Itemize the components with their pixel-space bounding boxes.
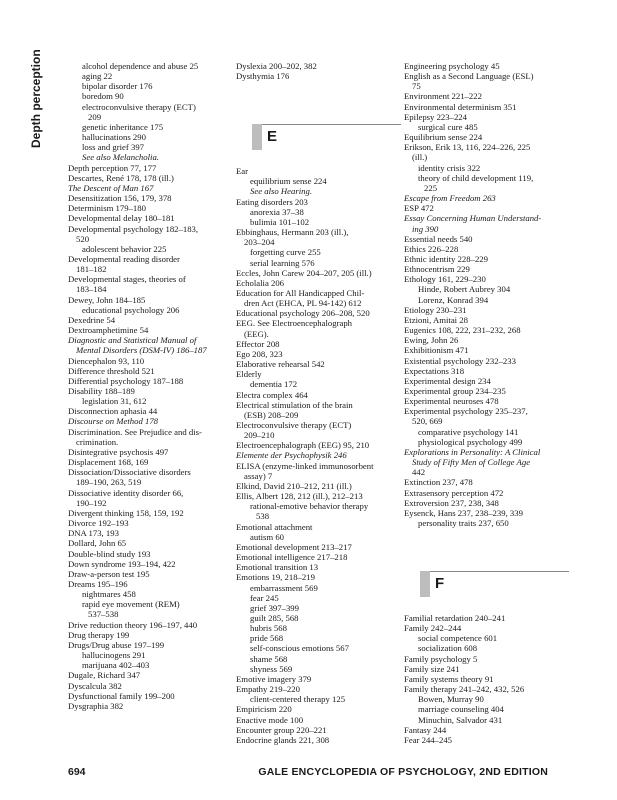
index-entry: Electrical stimulation of the brain	[236, 399, 353, 410]
index-column-2	[236, 61, 401, 745]
section-spacer	[404, 528, 569, 569]
index-subentry: comparative psychology 141	[418, 426, 519, 437]
index-entry: Essay Concerning Human Understand-	[404, 213, 542, 224]
index-subentry: anorexia 37–38	[250, 206, 304, 217]
index-entry: Eccles, John Carew 204–207, 205 (ill.)	[236, 267, 372, 278]
index-entry-continuation: 183–184	[76, 284, 107, 295]
index-entry: Diagnostic and Statistical Manual of	[68, 335, 197, 346]
index-entry: DNA 173, 193	[68, 528, 119, 539]
index-entry: Disconnection aphasia 44	[68, 406, 158, 417]
section-header	[236, 122, 401, 152]
index-entry: ELISA (enzyme-linked immunosorbent	[236, 460, 374, 471]
index-subentry: social competence 601	[418, 633, 498, 644]
index-entry: Emotional development 213–217	[236, 541, 352, 552]
index-subentry: boredom 90	[82, 91, 124, 102]
index-entry: Essential needs 540	[404, 233, 473, 244]
index-entry: Eating disorders 203	[236, 196, 308, 207]
index-entry: Escape from Freedom 263	[404, 193, 496, 204]
section-letter: E	[267, 127, 278, 145]
index-entry: Equilibrium sense 224	[404, 132, 483, 143]
index-entry-continuation: 203–204	[244, 237, 275, 248]
index-entry: Education for All Handicapped Chil-	[236, 287, 365, 298]
index-column-1	[68, 61, 233, 711]
index-entry: Experimental group 234–235	[404, 386, 506, 396]
index-entry: Environmental determinism 351	[404, 101, 517, 112]
index-entry: Emotional intelligence 217–218	[236, 552, 348, 563]
index-entry: Ethics 226–228	[404, 243, 459, 254]
index-entry: Fantasy 244	[404, 724, 447, 735]
index-entry-continuation: 520, 669	[412, 416, 443, 427]
index-entry: Dewey, John 184–185	[68, 294, 146, 305]
index-entry-continuation: assay) 7	[244, 470, 273, 481]
index-entry: Dissociation/Dissociative disorders	[68, 467, 191, 478]
index-entry: Encounter group 220–221	[236, 724, 327, 735]
index-entry: Ear	[236, 166, 249, 177]
index-entry: Electroconvulsive therapy (ECT)	[236, 420, 352, 431]
index-subentry: self-conscious emotions 567	[250, 643, 349, 654]
index-column-3	[404, 61, 569, 745]
index-entry: English as a Second Language (ESL)	[404, 71, 534, 82]
section-spacer	[236, 81, 401, 122]
index-entry: Ewing, John 26	[404, 335, 459, 346]
running-head-depth-perception: Depth perception	[29, 49, 43, 148]
index-entry-continuation: 209–210	[244, 430, 275, 441]
index-subentry: adolescent behavior 225	[82, 243, 167, 254]
index-entry: Emotional attachment	[236, 521, 313, 532]
index-entry: Eysenck, Hans 237, 238–239, 339	[404, 507, 523, 518]
index-entry: Dollard, John 65	[68, 538, 127, 549]
index-entry: Dysthymia 176	[236, 71, 290, 82]
index-entry: Environment 221–222	[404, 91, 482, 102]
index-entry-continuation: Mental Disorders (DSM-IV) 186–187	[76, 345, 207, 356]
index-entry-continuation: 225	[424, 182, 438, 193]
index-entry: Difference threshold 521	[68, 365, 155, 376]
index-entry: EEG. See Electroencephalograph	[236, 318, 353, 329]
index-entry: Emotional transition 13	[236, 562, 319, 573]
page-footer	[68, 766, 548, 780]
index-entry: Enactive mode 100	[236, 714, 304, 725]
index-entry-continuation: 537–538	[88, 609, 119, 620]
index-entry: Familial retardation 240–241	[404, 612, 506, 623]
index-entry: Descartes, René 178, 178 (ill.)	[68, 172, 174, 183]
index-entry-continuation: (ESB) 208–209	[244, 409, 299, 420]
index-entry: Dugale, Richard 347	[68, 670, 141, 681]
section-header-rule	[430, 571, 569, 572]
index-entry: Electroencephalograph (EEG) 95, 210	[236, 440, 370, 451]
index-entry: Dyscalcula 382	[68, 680, 122, 691]
index-entry: Empiricism 220	[236, 704, 292, 715]
index-subentry: identity crisis 322	[418, 162, 481, 173]
index-entry: Effector 208	[236, 338, 280, 349]
index-subentry: loss and grief 397	[82, 142, 145, 153]
index-entry: ESP 472	[404, 203, 434, 214]
index-entry: Diencephalon 93, 110	[68, 355, 145, 366]
index-entry: Etiology 230–231	[404, 304, 467, 315]
index-entry: Disability 188–189	[68, 386, 135, 396]
index-entry: Ethnic identity 228–229	[404, 253, 488, 264]
index-entry: Developmental delay 180–181	[68, 213, 175, 224]
index-entry: Double-blind study 193	[68, 548, 151, 559]
index-entry: Ethnocentrism 229	[404, 264, 470, 275]
index-subentry: educational psychology 206	[82, 304, 180, 315]
index-entry: Dexedrine 54	[68, 314, 116, 325]
index-subentry: hallucinogens 291	[82, 650, 146, 661]
index-entry: Educational psychology 206–208, 520	[236, 308, 370, 319]
index-subentry: serial learning 576	[250, 257, 315, 268]
index-subentry: Lorenz, Konrad 394	[418, 294, 489, 305]
index-entry: Family size 241	[404, 663, 460, 674]
index-subentry: grief 397–399	[250, 602, 299, 613]
section-spacer	[404, 599, 569, 613]
section-header-rule	[262, 124, 401, 125]
index-subentry: electroconvulsive therapy (ECT)	[82, 101, 196, 112]
index-entry-continuation: ing 390	[412, 223, 439, 234]
index-subentry: Bowen, Murray 90	[418, 694, 484, 705]
index-entry: Family systems theory 91	[404, 673, 494, 684]
index-entry: Dyslexia 200–202, 382	[236, 61, 317, 71]
index-entry: Ego 208, 323	[236, 348, 283, 359]
index-entry: Etzioni, Amitai 28	[404, 314, 468, 325]
index-subentry: theory of child development 119,	[418, 172, 534, 183]
index-entry: Experimental design 234	[404, 375, 491, 386]
index-subentry: alcohol dependence and abuse 25	[82, 61, 199, 71]
index-entry: Elkind, David 210–212, 211 (ill.)	[236, 480, 352, 491]
index-entry-continuation: 442	[412, 467, 426, 478]
index-subentry: socialization 608	[418, 643, 478, 654]
index-entry: Depth perception 77, 177	[68, 162, 157, 173]
index-subentry: personality traits 237, 650	[418, 518, 509, 529]
index-subentry: physiological psychology 499	[418, 436, 523, 447]
index-entry: Dissociative identity disorder 66,	[68, 487, 184, 498]
index-entry: Endocrine glands 221, 308	[236, 734, 330, 745]
section-header	[404, 569, 569, 599]
section-header-bar	[420, 571, 430, 597]
index-entry-continuation: 538	[256, 511, 270, 522]
index-subentry: dementia 172	[250, 379, 298, 390]
index-entry-continuation: 181–182	[76, 264, 107, 275]
index-entry: Family therapy 241–242, 432, 526	[404, 684, 525, 695]
index-entry: Emotions 19, 218–219	[236, 572, 315, 583]
index-subentry: equilibrium sense 224	[250, 176, 327, 187]
index-entry: Drugs/Drug abuse 197–199	[68, 639, 165, 650]
index-subentry: client-centered therapy 125	[250, 694, 346, 705]
index-entry: Determinism 179–180	[68, 203, 146, 214]
index-entry: Dysfunctional family 199–200	[68, 690, 175, 701]
index-entry: Dysgraphia 382	[68, 700, 124, 711]
index-entry: Emotive imagery 379	[236, 673, 312, 684]
index-entry: Divorce 192–193	[68, 518, 129, 529]
index-subentry: See also Melancholia.	[82, 152, 159, 163]
index-subentry: bipolar disorder 176	[82, 81, 153, 92]
index-entry: Developmental stages, theories of	[68, 274, 186, 285]
index-subentry: marijuana 402–403	[82, 660, 150, 671]
index-entry: Draw-a-person test 195	[68, 568, 150, 579]
section-header-bar	[252, 124, 262, 150]
index-entry: Existential psychology 232–233	[404, 355, 516, 366]
index-entry-continuation: 520	[76, 233, 90, 244]
index-entry: Ebbinghaus, Hermann 203 (ill.),	[236, 227, 349, 238]
index-entry: Echolalia 206	[236, 277, 285, 288]
index-subentry: guilt 285, 568	[250, 612, 299, 623]
index-subentry: autism 60	[250, 531, 285, 542]
index-entry: Discourse on Method 178	[68, 416, 159, 427]
index-entry: Differential psychology 187–188	[68, 375, 184, 386]
index-subentry: rational-emotive behavior therapy	[250, 501, 369, 512]
index-subentry: Minuchin, Salvador 431	[418, 714, 503, 725]
index-subentry: nightmares 458	[82, 589, 136, 600]
index-subentry: Hinde, Robert Aubrey 304	[418, 284, 511, 295]
index-entry: The Descent of Man 167	[68, 182, 154, 193]
index-entry: Engineering psychology 45	[404, 61, 500, 71]
index-subentry: surgical cure 485	[418, 121, 478, 132]
index-entry: Expectations 318	[404, 365, 465, 376]
index-subentry: hallucinations 290	[82, 132, 146, 143]
index-entry-continuation: dren Act (EHCA, PL 94-142) 612	[244, 298, 362, 309]
index-entry-continuation: (EEG).	[244, 328, 269, 339]
index-entry: Divergent thinking 158, 159, 192	[68, 507, 184, 518]
index-subentry: forgetting curve 255	[250, 247, 321, 258]
index-entry: Elderly	[236, 369, 262, 380]
index-entry: Electra complex 464	[236, 389, 308, 400]
index-entry: Developmental reading disorder	[68, 253, 180, 264]
index-entry: Extinction 237, 478	[404, 477, 473, 488]
index-subentry: shyness 569	[250, 663, 293, 674]
index-subentry: rapid eye movement (REM)	[82, 599, 180, 610]
index-entry: Dextroamphetimine 54	[68, 325, 149, 336]
index-entry: Elaborative rehearsal 542	[236, 359, 325, 370]
index-entry-continuation: crimination.	[76, 436, 119, 447]
index-subentry: bulimia 101–102	[250, 216, 310, 227]
index-entry: Extrasensory perception 472	[404, 487, 504, 498]
index-entry: Explorations in Personality: A Clinical	[404, 446, 541, 457]
index-entry: Dreams 195–196	[68, 578, 128, 589]
index-subentry: hubris 568	[250, 623, 287, 634]
index-subentry: pride 568	[250, 633, 284, 644]
index-entry: Elemente der Psychophysik 246	[236, 450, 347, 461]
index-entry: Exhibitionism 471	[404, 345, 469, 356]
index-entry-continuation: 209	[88, 111, 102, 122]
index-entry: Displacement 168, 169	[68, 457, 149, 468]
index-subentry: aging 22	[82, 71, 113, 82]
index-entry: Desensitization 156, 179, 378	[68, 193, 172, 204]
index-subentry: embarrassment 569	[250, 582, 318, 593]
index-entry: Discrimination. See Prejudice and dis-	[68, 426, 202, 437]
index-subentry: legislation 31, 612	[82, 396, 147, 407]
index-entry: Disintegrative psychosis 497	[68, 446, 169, 457]
index-entry: Ethology 161, 229–230	[404, 274, 486, 285]
section-letter: F	[435, 574, 445, 592]
index-entry: Drug therapy 199	[68, 629, 130, 640]
index-entry: Family psychology 5	[404, 653, 478, 664]
index-entry: Developmental psychology 182–183,	[68, 223, 199, 234]
index-entry: Family 242–244	[404, 623, 462, 634]
index-subentry: shame 568	[250, 653, 288, 664]
index-entry: Erikson, Erik 13, 116, 224–226, 225	[404, 142, 531, 153]
index-entry: Epilepsy 223–224	[404, 111, 467, 122]
index-entry: Empathy 219–220	[236, 684, 300, 695]
index-entry: Experimental psychology 235–237,	[404, 406, 528, 417]
index-entry: Fear 244–245	[404, 734, 453, 745]
index-entry: Experimental neuroses 478	[404, 396, 499, 407]
index-entry: Ellis, Albert 128, 212 (ill.), 212–213	[236, 491, 363, 502]
index-subentry: marriage counseling 404	[418, 704, 504, 715]
index-entry-continuation: 190–192	[76, 497, 107, 508]
index-entry-continuation: 75	[412, 81, 421, 92]
index-entry: Down syndrome 193–194, 422	[68, 558, 176, 569]
index-entry: Extroversion 237, 238, 348	[404, 497, 499, 508]
book-title: GALE ENCYCLOPEDIA OF PSYCHOLOGY, 2ND EDITION	[258, 766, 548, 778]
index-entry-continuation: 189–190, 263, 519	[76, 477, 142, 488]
index-subentry: fear 245	[250, 592, 279, 603]
index-subentry: See also Hearing.	[250, 186, 313, 197]
index-entry-continuation: Study of Fifty Men of College Age	[412, 457, 531, 468]
index-entry-continuation: (ill.)	[412, 152, 428, 163]
index-entry: Eugenics 108, 222, 231–232, 268	[404, 325, 521, 336]
index-subentry: genetic inheritance 175	[82, 121, 164, 132]
section-spacer	[236, 152, 401, 166]
index-entry: Drive reduction theory 196–197, 440	[68, 619, 198, 630]
page-number: 694	[68, 766, 86, 778]
